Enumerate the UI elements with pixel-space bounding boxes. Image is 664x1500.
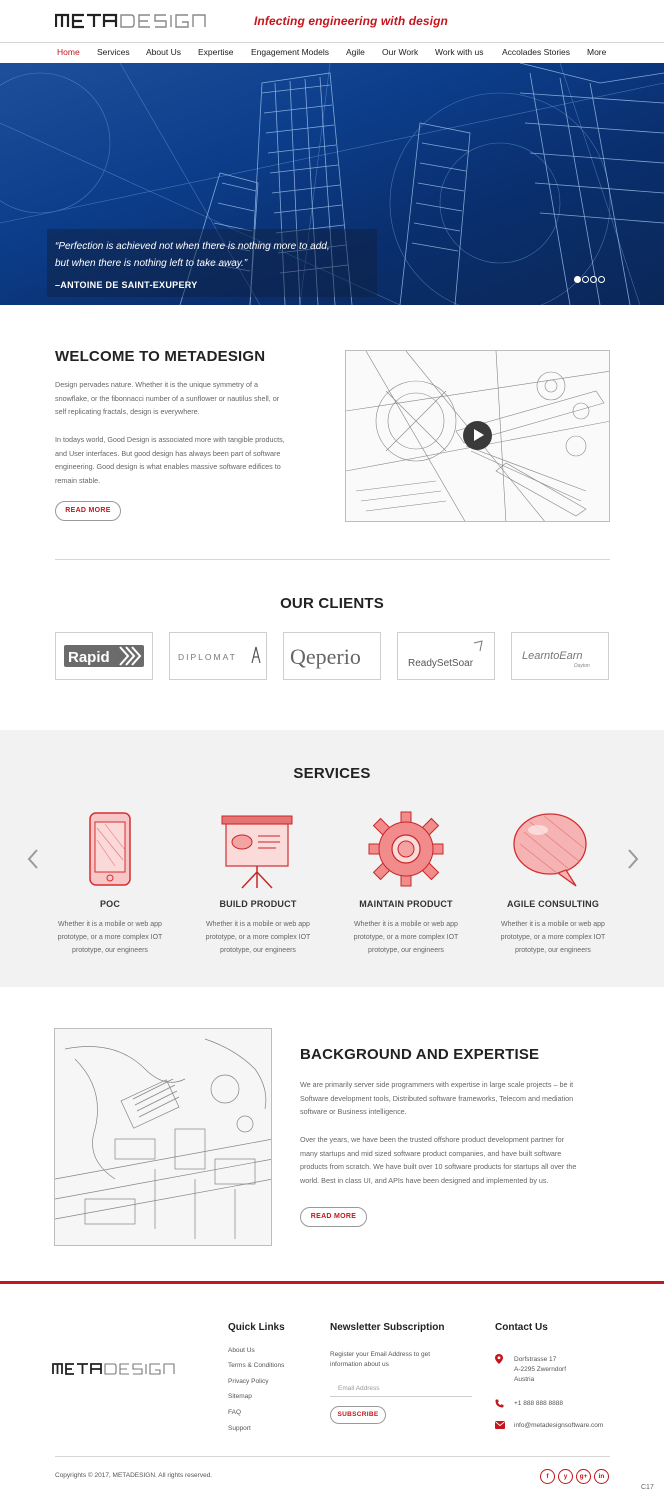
newsletter-email-input[interactable] bbox=[330, 1381, 472, 1397]
tagline: Infecting engineering with design bbox=[254, 14, 448, 28]
svg-text:Qeperio: Qeperio bbox=[290, 644, 361, 669]
slider-dot[interactable] bbox=[582, 276, 589, 283]
services-title: SERVICES bbox=[293, 765, 371, 782]
metadesign-logo[interactable] bbox=[55, 13, 223, 29]
service-agile-consulting-desc: Whether it is a mobile or web app prototype, or a more complex IOT prototype, our engineers bbox=[500, 921, 606, 954]
slider-dots bbox=[574, 270, 606, 278]
expertise-image bbox=[54, 1028, 272, 1246]
site-header bbox=[0, 0, 664, 43]
svg-text:DIPLOMAT: DIPLOMAT bbox=[178, 652, 237, 662]
contact-title: Contact Us bbox=[495, 1322, 548, 1333]
service-build-product-title[interactable]: BUILD PRODUCT bbox=[219, 899, 297, 909]
section-divider bbox=[55, 559, 610, 560]
gear-icon bbox=[367, 810, 445, 888]
quote-author: –ANTOINE DE SAINT-EXUPERY bbox=[55, 280, 198, 290]
service-build-product-desc: Whether it is a mobile or web app prototype, or a more complex IOT prototype, our engineers bbox=[205, 921, 311, 954]
expertise-paragraph-1: We are primarily server side programmers with expertise in large scale projects – be it Software development tools, Distributed software frameworks, Telecom and mediation software or Business intelligence. bbox=[300, 1080, 574, 1116]
service-maintain-product-desc: Whether it is a mobile or web app prototype, or a more complex IOT prototype, our engineers bbox=[353, 921, 459, 954]
nav-more[interactable]: More bbox=[587, 47, 607, 57]
svg-text:Rapid: Rapid bbox=[68, 649, 110, 666]
location-pin-icon bbox=[495, 1354, 503, 1366]
welcome-paragraph-2: In todays world, Good Design is associated more with tangible products, and User interfaces. But good design has always been part of software engineering. Good design is what enables massive software edifices to remain stable. bbox=[55, 435, 285, 485]
footer-link-privacy[interactable]: Privacy Policy bbox=[228, 1378, 269, 1385]
speech-bubble-icon bbox=[510, 810, 590, 888]
client-logo-readysetsoar[interactable] bbox=[397, 632, 495, 680]
chevron-right-icon[interactable] bbox=[626, 848, 640, 876]
main-nav bbox=[0, 43, 664, 63]
nav-about-us[interactable]: About Us bbox=[146, 47, 181, 57]
contact-phone[interactable]: +1 888 888 8888 bbox=[514, 1400, 563, 1407]
client-logo-qeperio[interactable] bbox=[283, 632, 381, 680]
clients-title: OUR CLIENTS bbox=[280, 595, 384, 612]
phone-icon bbox=[495, 1399, 504, 1410]
service-poc-desc: Whether it is a mobile or web app prototype, or a more complex IOT prototype, our engineers bbox=[57, 921, 163, 954]
client-logo-diplomat[interactable] bbox=[169, 632, 267, 680]
footer-link-sitemap[interactable]: Sitemap bbox=[228, 1393, 252, 1400]
nav-our-work[interactable]: Our Work bbox=[382, 47, 419, 57]
copyright-text: Copyrights © 2017, METADESIGN. All rights reserved. bbox=[55, 1472, 213, 1479]
welcome-title: WELCOME TO METADESIGN bbox=[55, 348, 266, 365]
contact-address: Dorfstrasse 17 A-2295 Zwerndorf Austria bbox=[514, 1356, 567, 1383]
twitter-icon[interactable]: y bbox=[558, 1469, 573, 1484]
presentation-board-icon bbox=[218, 812, 296, 890]
hero-quote: “Perfection is achieved not when there is nothing more to add, but when there is nothing left to take away.” bbox=[55, 241, 330, 269]
facebook-icon[interactable]: f bbox=[540, 1469, 555, 1484]
nav-accolades-stories[interactable]: Accolades Stories bbox=[502, 47, 571, 57]
expertise-paragraph-2: Over the years, we have been the trusted offshore product development partner for many startups and mid sized software product companies, and have built software products from scratch. We have built over 10 software products for startups all over the world. Best in class UI, and APIs have been designed and implemented by us. bbox=[300, 1135, 577, 1185]
client-logo-learntoearn[interactable] bbox=[511, 632, 609, 680]
service-agile-consulting-title[interactable]: AGILE CONSULTING bbox=[506, 899, 600, 909]
service-maintain-product-title[interactable]: MAINTAIN PRODUCT bbox=[359, 899, 453, 909]
footer-metadesign-logo[interactable] bbox=[52, 1363, 190, 1375]
contact-email[interactable]: info@metadesignsoftware.com bbox=[514, 1422, 604, 1429]
footer-link-faq[interactable]: FAQ bbox=[228, 1409, 242, 1416]
client-logo-rapid[interactable] bbox=[55, 632, 153, 680]
expertise-title: BACKGROUND AND EXPERTISE bbox=[300, 1046, 540, 1063]
nav-agile[interactable]: Agile bbox=[346, 47, 365, 57]
chevron-left-icon[interactable] bbox=[26, 848, 40, 876]
slider-dot[interactable] bbox=[574, 276, 581, 283]
circuit-board-sketch-image bbox=[55, 1029, 272, 1246]
slider-dot[interactable] bbox=[590, 276, 597, 283]
svg-text:Dayton: Dayton bbox=[574, 663, 590, 669]
welcome-paragraph-1: Design pervades nature. Whether it is the unique symmetry of a snowflake, or the fibonnacci number of a sunflower or nautilus shell, or self replicating fractals, design is everywhere. bbox=[55, 380, 280, 416]
svg-text:LearntoEarn: LearntoEarn bbox=[522, 650, 583, 662]
footer-link-support[interactable]: Support bbox=[228, 1425, 251, 1432]
mobile-phone-icon bbox=[85, 810, 135, 888]
footer-link-terms[interactable]: Terms & Conditions bbox=[228, 1362, 285, 1369]
newsletter-text: Register your Email Address to get information about us bbox=[330, 1351, 431, 1368]
newsletter-title: Newsletter Subscription bbox=[330, 1322, 445, 1333]
google-plus-icon[interactable]: g+ bbox=[576, 1469, 591, 1484]
nav-work-with-us[interactable]: Work with us bbox=[435, 47, 484, 57]
footer-link-about-us[interactable]: About Us bbox=[228, 1347, 255, 1354]
quick-links-title: Quick Links bbox=[228, 1322, 285, 1333]
welcome-read-more-button[interactable]: READ MORE bbox=[55, 501, 121, 521]
nav-home[interactable]: Home bbox=[57, 47, 80, 57]
nav-services[interactable]: Services bbox=[97, 47, 130, 57]
footer-divider bbox=[55, 1456, 610, 1457]
envelope-icon bbox=[495, 1421, 505, 1431]
play-icon[interactable] bbox=[463, 421, 492, 450]
linkedin-icon[interactable]: in bbox=[594, 1469, 609, 1484]
service-poc-title[interactable]: POC bbox=[99, 899, 121, 909]
nav-engagement-models[interactable]: Engagement Models bbox=[251, 47, 329, 57]
subscribe-button[interactable]: SUBSCRIBE bbox=[330, 1406, 386, 1424]
slider-dot[interactable] bbox=[598, 276, 605, 283]
expertise-read-more-button[interactable]: READ MORE bbox=[300, 1207, 367, 1227]
nav-expertise[interactable]: Expertise bbox=[198, 47, 234, 57]
corner-tag: C17 bbox=[641, 1484, 654, 1491]
svg-text:ReadySetSoar: ReadySetSoar bbox=[408, 658, 474, 669]
